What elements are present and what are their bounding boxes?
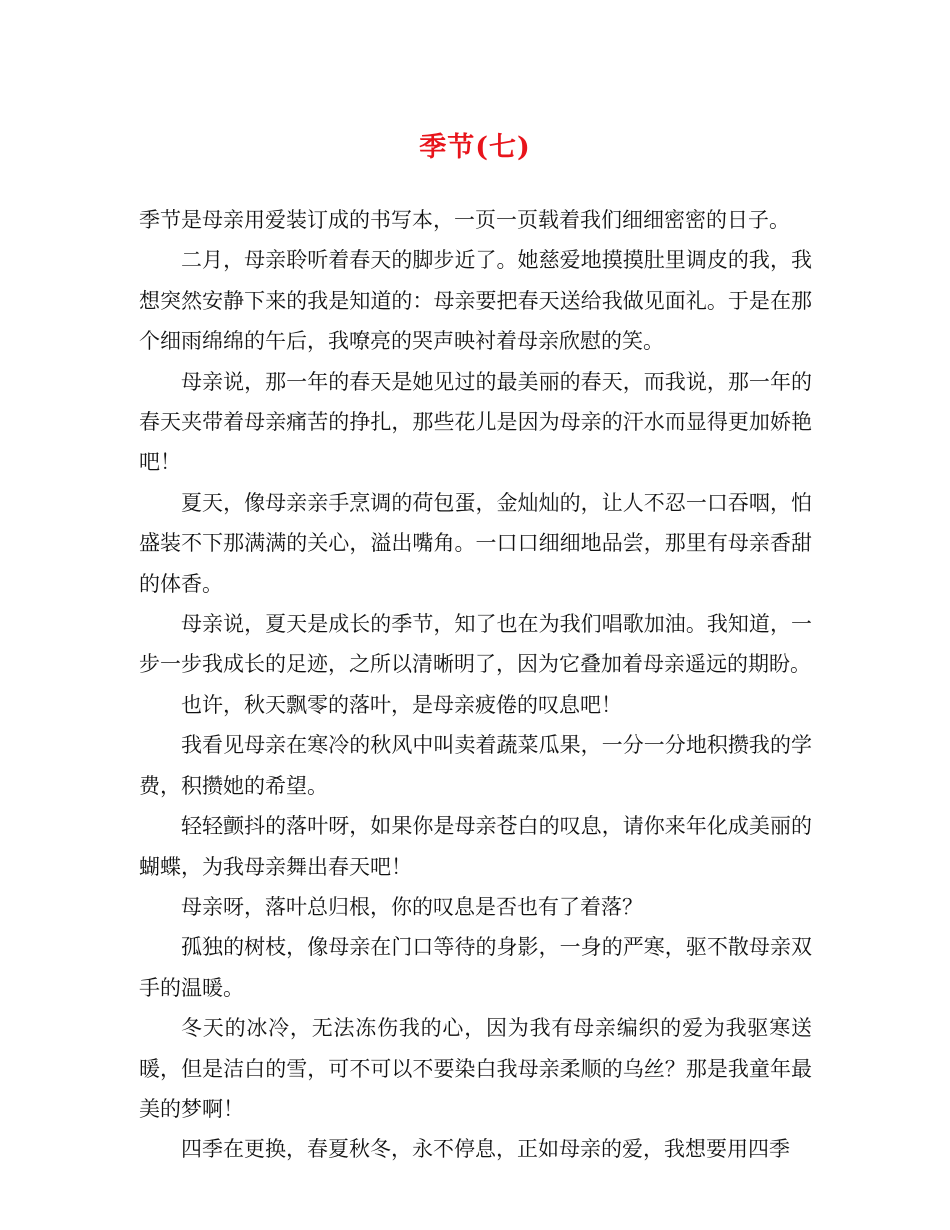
paragraph: 二月，母亲聆听着春天的脚步近了。她慈爱地摸摸肚里调皮的我，我想突然安静下来的我是知道的：母亲要把春天送给我做见面礼。于是在那个细雨绵绵的午后，我嘹亮的哭声映衬着母亲欣慰的笑。 [139, 248, 812, 354]
paragraph: 我看见母亲在寒冷的秋风中叫卖着蔬菜瓜果，一分一分地积攒我的学费，积攒她的希望。 [139, 733, 812, 798]
document-title: 季节(七) [419, 132, 531, 163]
paragraph: 夏天，像母亲亲手烹调的荷包蛋，金灿灿的，让人不忍一口吞咽，怕盛装不下那满满的关心，溢出嘴角。一口口细细地品尝，那里有母亲香甜的体香。 [139, 490, 812, 596]
document-body [139, 200, 812, 1170]
paragraph: 四季在更换，春夏秋冬，永不停息，正如母亲的爱，我想要用四季 [181, 1137, 790, 1162]
paragraph: 季节是母亲用爱装订成的书写本，一页一页载着我们细细密密的日子。 [139, 208, 790, 232]
paragraph: 母亲呀，落叶总归根，你的叹息是否也有了着落？ [181, 894, 643, 919]
paragraph: 冬天的冰冷，无法冻伤我的心，因为我有母亲编织的爱为我驱寒送暖，但是洁白的雪，可不可以不要染白我母亲柔顺的乌丝？那是我童年最美的梦啊！ [139, 1016, 812, 1121]
paragraph: 母亲说，那一年的春天是她见过的最美丽的春天，而我说，那一年的春天夹带着母亲痛苦的挣扎，那些花儿是因为母亲的汗水而显得更加娇艳吧！ [139, 369, 812, 475]
paragraph: 也许，秋天飘零的落叶，是母亲疲倦的叹息吧！ [181, 692, 622, 717]
paragraph: 母亲说，夏天是成长的季节，知了也在为我们唱歌加油。我知道，一步一步我成长的足迹，之所以清晰明了，因为它叠加着母亲遥远的期盼。 [139, 612, 812, 677]
paragraph: 孤独的树枝，像母亲在门口等待的身影，一身的严寒，驱不散母亲双手的温暖。 [139, 935, 812, 1000]
paragraph: 轻轻颤抖的落叶呀，如果你是母亲苍白的叹息，请你来年化成美丽的蝴蝶，为我母亲舞出春天吧！ [139, 814, 812, 879]
